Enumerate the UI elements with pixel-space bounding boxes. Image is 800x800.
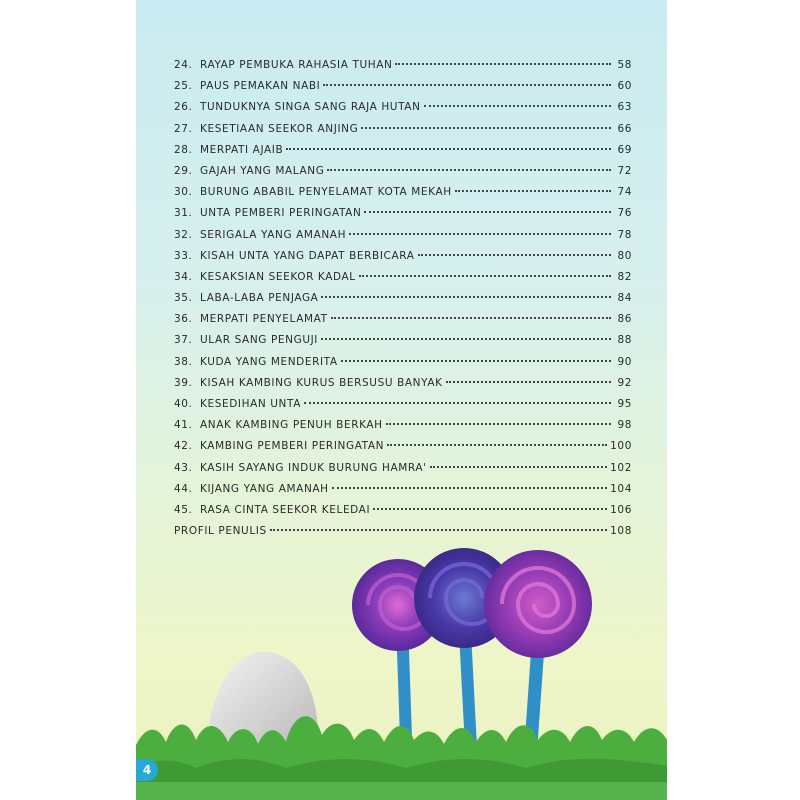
toc-entry-page: 92	[617, 376, 632, 389]
toc-entry-title: TUNDUKNYA SINGA SANG RAJA HUTAN	[200, 101, 421, 114]
dot-leader	[430, 466, 608, 468]
toc-entry-page: 98	[617, 419, 632, 432]
toc-entry-number: 30.	[174, 186, 193, 199]
dot-leader	[361, 127, 611, 129]
toc-entry-title: KASIH SAYANG INDUK BURUNG HAMRA'	[200, 461, 427, 474]
toc-entry-number: 43.	[174, 461, 193, 474]
toc-entry-page: 80	[617, 249, 632, 262]
toc-entry-title: KIJANG YANG AMANAH	[200, 482, 329, 495]
toc-entry	[174, 186, 632, 207]
dot-leader	[359, 275, 611, 277]
toc-entry-title: GAJAH YANG MALANG	[200, 164, 325, 177]
toc-entry-title: PAUS PEMAKAN NABI	[200, 80, 321, 93]
toc-entry	[174, 229, 632, 250]
toc-entry-page: 72	[617, 164, 632, 177]
toc-entry	[174, 207, 632, 228]
toc-entry-number: 33.	[174, 249, 193, 262]
toc-entry	[174, 398, 632, 419]
toc-entry-page: 102	[610, 461, 632, 474]
dot-leader	[373, 508, 607, 510]
toc-entry	[174, 334, 632, 355]
dot-leader	[286, 148, 611, 150]
toc-entry-page: 63	[617, 101, 632, 114]
dot-leader	[446, 381, 611, 383]
toc-entry-title: RAYAP PEMBUKA RAHASIA TUHAN	[200, 59, 393, 71]
toc-entry-number: 39.	[174, 376, 193, 389]
dot-leader	[395, 63, 611, 65]
toc-entry	[174, 377, 632, 398]
toc-entry-title: SERIGALA YANG AMANAH	[200, 228, 347, 241]
book-page	[136, 0, 667, 800]
dot-leader	[321, 296, 611, 298]
toc-entry-page: 69	[617, 143, 632, 156]
toc-entry-title: LABA-LABA PENJAGA	[200, 292, 319, 305]
toc-entry-title: MERPATI AJAIB	[200, 143, 284, 156]
page-number-badge: 4	[136, 759, 158, 781]
dot-leader	[386, 423, 611, 425]
toc-entry-page: 106	[610, 503, 632, 516]
toc-entry-page: 76	[617, 207, 632, 220]
toc-entry-page: 84	[617, 292, 632, 305]
toc-entry-page: 78	[617, 228, 632, 241]
toc-entry	[174, 292, 632, 313]
dot-leader	[364, 211, 611, 213]
toc-entry-title: KUDA YANG MENDERITA	[200, 355, 338, 368]
toc-entry	[174, 271, 632, 292]
toc-entry-page: 74	[617, 186, 632, 199]
toc-entry-title: ANAK KAMBING PENUH BERKAH	[200, 419, 383, 432]
dot-leader	[327, 169, 611, 171]
toc-entry-number: 34.	[174, 270, 193, 283]
toc-entry	[174, 123, 632, 144]
toc-entry-number: 31.	[174, 207, 193, 220]
toc-entry-number: 45.	[174, 503, 193, 516]
toc-entry-number: 28.	[174, 143, 193, 156]
dot-leader	[349, 233, 611, 235]
toc-entry-title: KESAKSIAN SEEKOR KADAL	[200, 270, 356, 283]
dot-leader	[455, 190, 611, 192]
toc-entry	[174, 483, 632, 504]
toc-entry	[174, 165, 632, 186]
dot-leader	[341, 360, 611, 362]
toc-entry-title: ULAR SANG PENGUJI	[200, 334, 318, 347]
toc-entry	[174, 250, 632, 271]
toc-entry-number: 41.	[174, 419, 193, 432]
toc-entry-page: 90	[617, 355, 632, 368]
toc-entry-number: 37.	[174, 334, 193, 347]
toc-entry-title: UNTA PEMBERI PERINGATAN	[200, 207, 362, 220]
toc-entry-number: 35.	[174, 292, 193, 305]
dot-leader	[387, 444, 607, 446]
toc-entry-number: 36.	[174, 313, 193, 326]
toc-entry	[174, 356, 632, 377]
toc-entry	[174, 80, 632, 101]
toc-entry	[174, 440, 632, 461]
toc-entry-page: 100	[610, 440, 632, 453]
toc-entry	[174, 462, 632, 483]
toc-entry-page: 95	[617, 398, 632, 410]
dot-leader	[331, 317, 611, 319]
toc-entry-title: MERPATI PENYELAMAT	[200, 313, 328, 326]
toc-entry-title: KESETIAAN SEEKOR ANJING	[200, 122, 359, 135]
toc-entry-title: KAMBING PEMBERI PERINGATAN	[200, 440, 385, 453]
toc-entry-page: 86	[617, 313, 632, 326]
dot-leader	[424, 105, 611, 107]
toc-entry-page: 60	[617, 80, 632, 93]
toc-entry-number: 27.	[174, 122, 193, 135]
toc-entry-page: 82	[617, 270, 632, 283]
dot-leader	[304, 402, 611, 404]
dot-leader	[323, 84, 611, 86]
dot-leader	[321, 338, 611, 340]
grass-icon	[136, 716, 667, 800]
toc-entry-title: BURUNG ABABIL PENYELAMAT KOTA MEKAH	[200, 186, 452, 199]
toc-entry-page: 104	[610, 482, 632, 495]
toc-entry-number: 38.	[174, 355, 193, 368]
toc-entry-number: 42.	[174, 440, 193, 453]
toc-entry	[174, 144, 632, 165]
toc-entry-page: 108	[610, 525, 632, 538]
toc-entry-title: KISAH KAMBING KURUS BERSUSU BANYAK	[200, 376, 443, 389]
toc-entry-number: 32.	[174, 228, 193, 241]
toc-entry	[174, 313, 632, 334]
toc-entry-page: 88	[617, 334, 632, 347]
toc-entry-number: 29.	[174, 164, 193, 177]
toc-entry-number: 24.	[174, 59, 193, 71]
dot-leader	[332, 487, 607, 489]
toc-entry-title: RASA CINTA SEEKOR KELEDAI	[200, 503, 371, 516]
toc-entry-title: KISAH UNTA YANG DAPAT BERBICARA	[200, 249, 415, 262]
toc-entry-number: 44.	[174, 482, 193, 495]
toc-entry-number: 26.	[174, 101, 193, 114]
toc-entry-title: PROFIL PENULIS	[174, 525, 267, 538]
toc-entry	[174, 59, 632, 80]
scenery-illustration	[136, 520, 667, 800]
toc-entry-title: KESEDIHAN UNTA	[200, 398, 301, 410]
toc-entry	[174, 419, 632, 440]
dot-leader	[418, 254, 612, 256]
toc-entry-page: 66	[617, 122, 632, 135]
table-of-contents	[174, 59, 632, 546]
toc-entry-number: 40.	[174, 398, 193, 410]
toc-entry	[174, 101, 632, 122]
toc-entry-number: 25.	[174, 80, 193, 93]
toc-entry-page: 58	[617, 59, 632, 71]
